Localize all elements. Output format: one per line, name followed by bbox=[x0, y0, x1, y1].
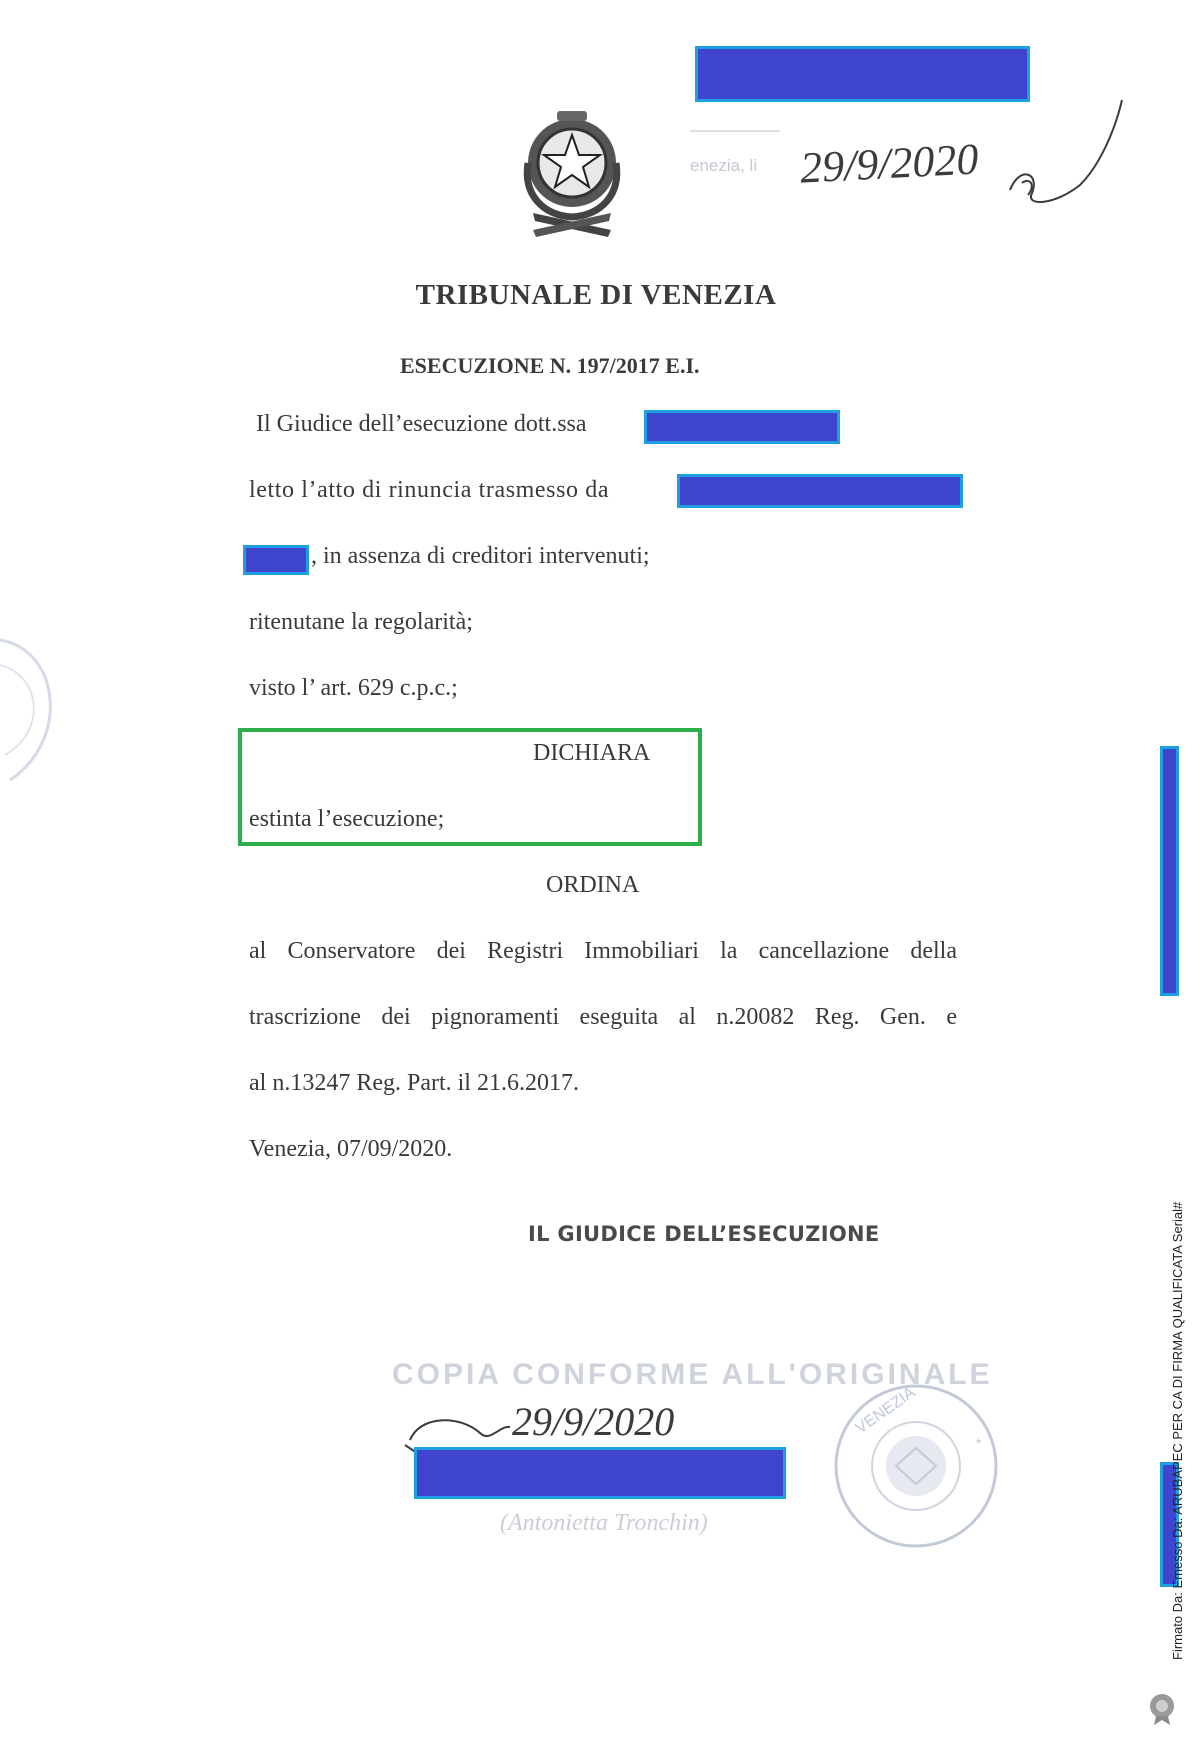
redaction-signature bbox=[414, 1447, 786, 1499]
redaction-judge-name bbox=[644, 410, 840, 444]
ordina-heading: ORDINA bbox=[546, 872, 640, 898]
ritenutane-line: ritenutane la regolarità; bbox=[249, 609, 473, 635]
conservatore-line: al Conservatore dei Registri Immobiliari la cancellazione della bbox=[249, 938, 957, 964]
copy-conforme-stamp: COPIA CONFORME ALL'ORIGINALE bbox=[392, 1358, 993, 1391]
header-faded-stamp: enezia, li bbox=[690, 156, 758, 175]
header-faded-stamp-line bbox=[690, 120, 780, 132]
signature-badge-icon bbox=[1146, 1690, 1178, 1726]
republic-emblem-icon bbox=[513, 105, 631, 240]
redaction-sender bbox=[677, 474, 963, 508]
assenza-line: , in assenza di creditori intervenuti; bbox=[311, 543, 650, 569]
numero-line: al n.13247 Reg. Part. il 21.6.2017. bbox=[249, 1070, 579, 1096]
header-handwritten-date: 29/9/2020 bbox=[798, 134, 980, 193]
svg-text:VENEZIA: VENEZIA bbox=[852, 1384, 919, 1438]
estinta-line: estinta l’esecuzione; bbox=[249, 806, 445, 832]
date-line: Venezia, 07/09/2020. bbox=[249, 1136, 453, 1162]
dichiara-heading: DICHIARA bbox=[533, 740, 651, 766]
judge-line: Il Giudice dell’esecuzione dott.ssa bbox=[256, 411, 587, 437]
visto-line: visto l’ art. 629 c.p.c.; bbox=[249, 675, 458, 701]
header-signature-mark bbox=[1000, 95, 1130, 215]
redaction-top bbox=[695, 46, 1030, 102]
letto-line: letto l’atto di rinuncia trasmesso da bbox=[249, 477, 610, 503]
redaction-sender-continued bbox=[243, 545, 309, 575]
svg-text:*: * bbox=[976, 1435, 982, 1451]
court-seal-icon bbox=[826, 1378, 1006, 1553]
court-title: TRIBUNALE DI VENEZIA bbox=[415, 279, 777, 311]
footer-faded-name: (Antonietta Tronchin) bbox=[500, 1510, 708, 1536]
trascrizione-line: trascrizione dei pignoramenti eseguita al n.20082 Reg. Gen. e bbox=[249, 1004, 957, 1030]
footer-handwritten-date: 29/9/2020 bbox=[512, 1399, 675, 1444]
redaction-right-margin-top bbox=[1160, 746, 1179, 996]
signature-title: IL GIUDICE DELL’ESECUZIONE bbox=[528, 1222, 880, 1246]
digital-signature-note: Firmato Da: Emesso Da: ARUBAPEC PER CA DI FIRMA QUALIFICATA Serial# bbox=[1170, 1201, 1185, 1660]
case-number: ESECUZIONE N. 197/2017 E.I. bbox=[400, 353, 700, 378]
left-margin-faded-stamp bbox=[0, 620, 70, 800]
